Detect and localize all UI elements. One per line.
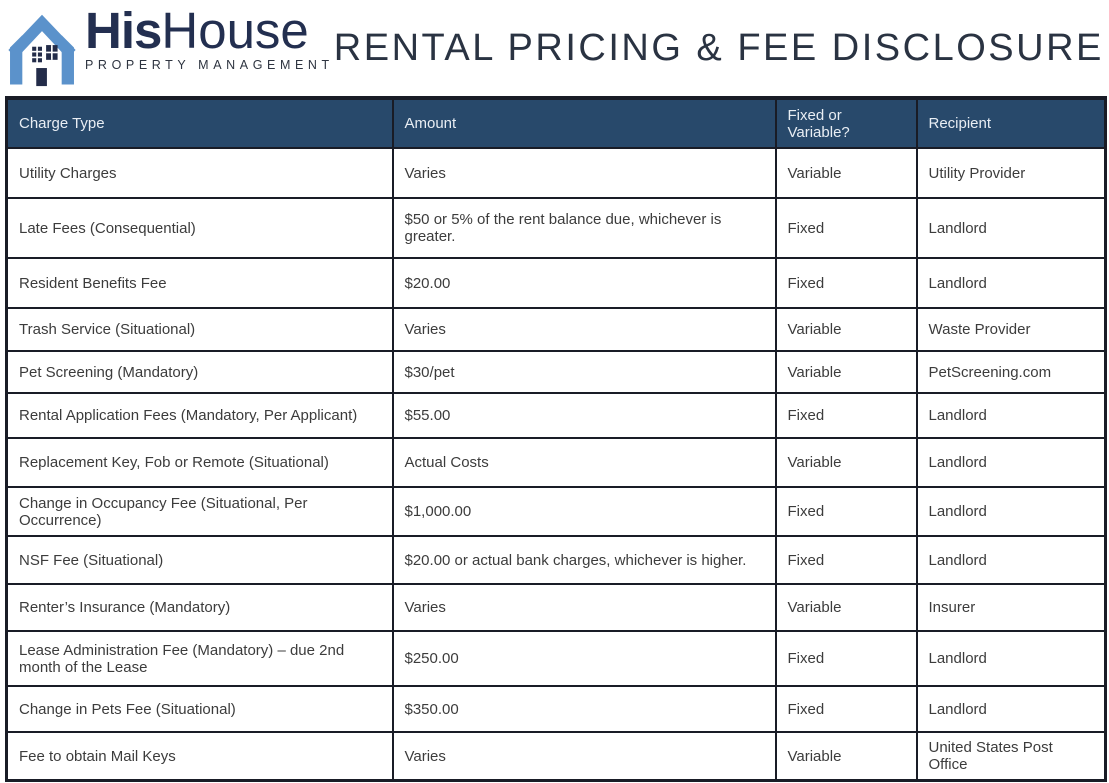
table-row	[7, 351, 1106, 393]
cell-fixed-or-variable: Variable	[776, 438, 917, 487]
table-row	[7, 584, 1106, 631]
cell-amount: Varies	[393, 308, 776, 351]
cell-amount: $20.00 or actual bank charges, whichever is higher.	[393, 536, 776, 584]
cell-recipient: Landlord	[917, 631, 1106, 686]
cell-charge-type: Fee to obtain Mail Keys	[7, 732, 393, 781]
table-row	[7, 487, 1106, 536]
cell-amount: $55.00	[393, 393, 776, 438]
cell-fixed-or-variable: Fixed	[776, 686, 917, 732]
table-row	[7, 148, 1106, 198]
cell-charge-type: Trash Service (Situational)	[7, 308, 393, 351]
cell-amount: $250.00	[393, 631, 776, 686]
cell-amount: $30/pet	[393, 351, 776, 393]
brand-name-house: House	[161, 2, 309, 59]
cell-charge-type: Lease Administration Fee (Mandatory) – due 2nd month of the Lease	[7, 631, 393, 686]
table-row	[7, 258, 1106, 308]
cell-recipient: Utility Provider	[917, 148, 1106, 198]
logo-text	[85, 2, 334, 72]
table-body	[7, 148, 1106, 781]
cell-recipient: United States Post Office	[917, 732, 1106, 781]
cell-charge-type: Pet Screening (Mandatory)	[7, 351, 393, 393]
cell-recipient: Landlord	[917, 686, 1106, 732]
cell-fixed-or-variable: Variable	[776, 732, 917, 781]
cell-amount: $350.00	[393, 686, 776, 732]
document-header	[0, 0, 1109, 96]
table-row	[7, 631, 1106, 686]
table-row	[7, 686, 1106, 732]
cell-amount: Actual Costs	[393, 438, 776, 487]
cell-fixed-or-variable: Variable	[776, 148, 917, 198]
cell-recipient: Landlord	[917, 536, 1106, 584]
cell-fixed-or-variable: Fixed	[776, 393, 917, 438]
cell-charge-type: Replacement Key, Fob or Remote (Situational)	[7, 438, 393, 487]
cell-recipient: Landlord	[917, 198, 1106, 258]
cell-fixed-or-variable: Fixed	[776, 258, 917, 308]
cell-recipient: Insurer	[917, 584, 1106, 631]
cell-amount: Varies	[393, 732, 776, 781]
house-logo-icon	[5, 9, 79, 91]
cell-amount: $50 or 5% of the rent balance due, whichever is greater.	[393, 198, 776, 258]
cell-charge-type: Rental Application Fees (Mandatory, Per Applicant)	[7, 393, 393, 438]
brand-name-his: His	[85, 2, 162, 59]
table-row	[7, 198, 1106, 258]
cell-amount: $20.00	[393, 258, 776, 308]
cell-charge-type: Change in Pets Fee (Situational)	[7, 686, 393, 732]
company-logo	[5, 2, 334, 91]
cell-charge-type: NSF Fee (Situational)	[7, 536, 393, 584]
cell-fixed-or-variable: Variable	[776, 351, 917, 393]
table-row	[7, 393, 1106, 438]
table-row	[7, 536, 1106, 584]
cell-recipient: Waste Provider	[917, 308, 1106, 351]
cell-charge-type: Change in Occupancy Fee (Situational, Per Occurrence)	[7, 487, 393, 536]
cell-charge-type: Resident Benefits Fee	[7, 258, 393, 308]
cell-charge-type: Renter’s Insurance (Mandatory)	[7, 584, 393, 631]
cell-amount: Varies	[393, 148, 776, 198]
page-title: RENTAL PRICING & FEE DISCLOSURE	[333, 26, 1104, 69]
table-row	[7, 438, 1106, 487]
column-header-recipient: Recipient	[917, 98, 1106, 148]
cell-recipient: Landlord	[917, 438, 1106, 487]
column-header-charge-type: Charge Type	[7, 98, 393, 148]
cell-recipient: Landlord	[917, 258, 1106, 308]
cell-fixed-or-variable: Fixed	[776, 487, 917, 536]
cell-recipient: Landlord	[917, 393, 1106, 438]
cell-fixed-or-variable: Fixed	[776, 631, 917, 686]
cell-amount: $1,000.00	[393, 487, 776, 536]
table-row	[7, 308, 1106, 351]
cell-recipient: PetScreening.com	[917, 351, 1106, 393]
fee-disclosure-table	[5, 96, 1107, 782]
table-row	[7, 732, 1106, 781]
cell-recipient: Landlord	[917, 487, 1106, 536]
cell-fixed-or-variable: Fixed	[776, 198, 917, 258]
cell-charge-type: Utility Charges	[7, 148, 393, 198]
brand-name	[85, 2, 334, 59]
table-header-row	[7, 98, 1106, 148]
column-header-fixed-or-variable: Fixed or Variable?	[776, 98, 917, 148]
brand-tagline: PROPERTY MANAGEMENT	[85, 58, 334, 72]
cell-fixed-or-variable: Fixed	[776, 536, 917, 584]
column-header-amount: Amount	[393, 98, 776, 148]
cell-fixed-or-variable: Variable	[776, 584, 917, 631]
cell-amount: Varies	[393, 584, 776, 631]
cell-fixed-or-variable: Variable	[776, 308, 917, 351]
cell-charge-type: Late Fees (Consequential)	[7, 198, 393, 258]
